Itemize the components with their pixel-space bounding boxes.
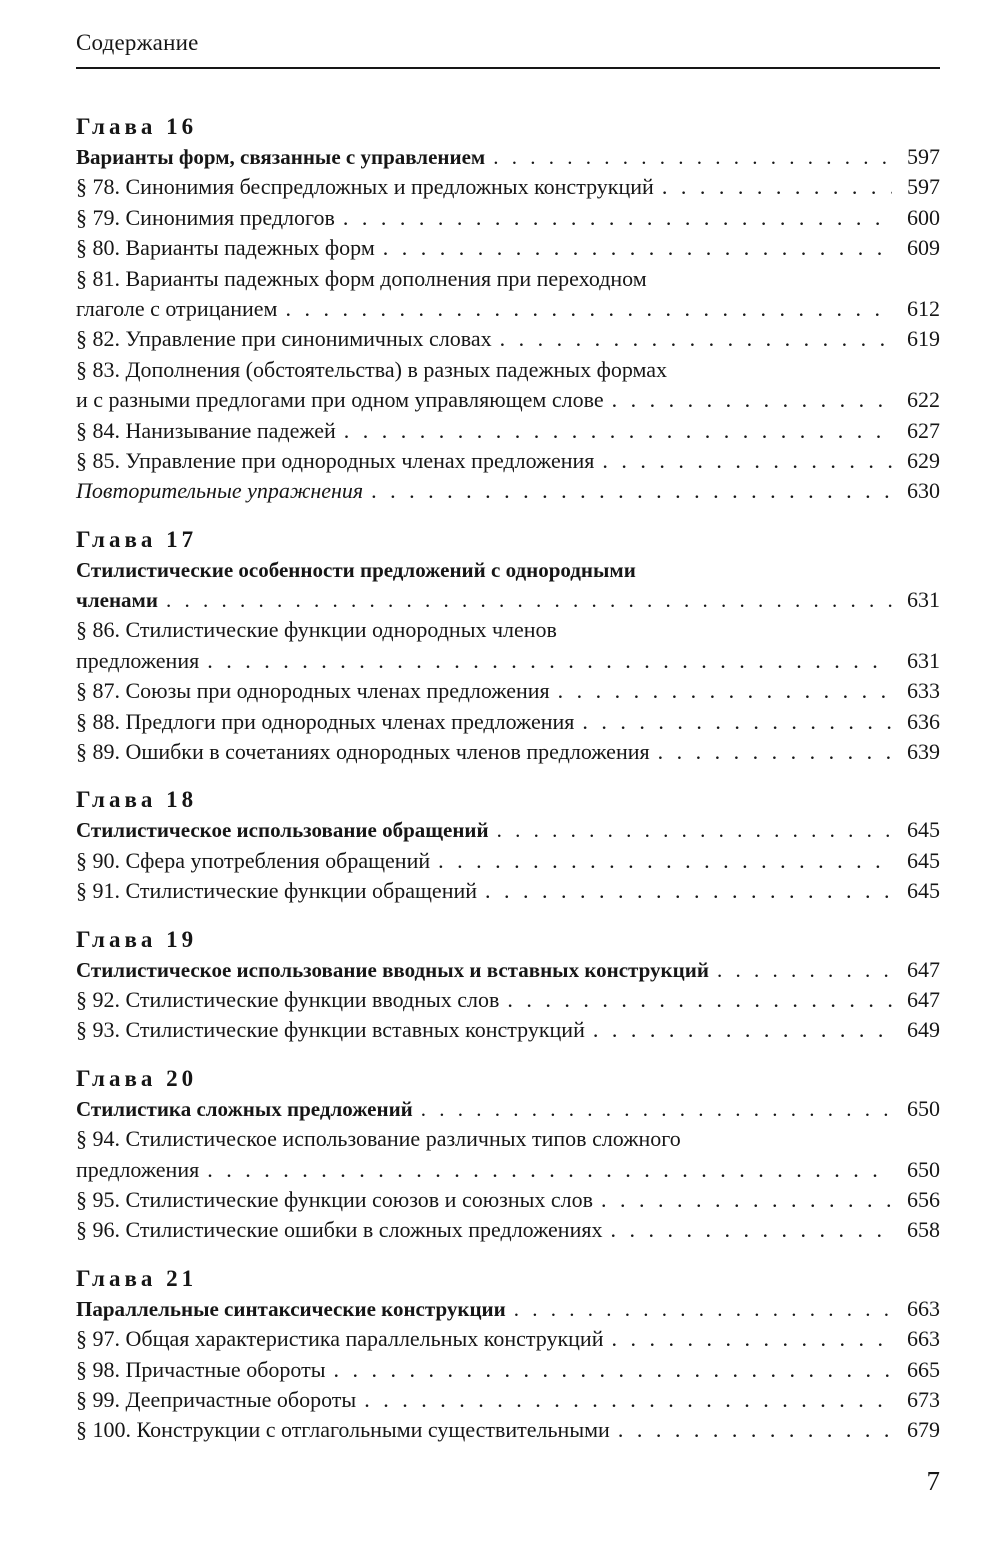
dot-leader (344, 416, 892, 446)
toc-entry (76, 1415, 940, 1445)
dot-leader (497, 815, 892, 845)
book-page (76, 0, 940, 1560)
toc-entry-text: § 93. Стилистические функции вставных конструкций (76, 1017, 585, 1043)
toc-entry (76, 1324, 940, 1354)
toc-entry-text: предложения (76, 1156, 200, 1182)
toc-entry (76, 324, 940, 354)
toc-entry (76, 615, 940, 645)
toc-page-number: 631 (907, 587, 940, 613)
toc-page-number: 647 (907, 986, 940, 1012)
dot-leader (514, 1294, 892, 1324)
toc-entry-text: § 90. Сфера употребления обращений (76, 847, 431, 873)
toc-entry (76, 876, 940, 906)
toc-page-number: 673 (907, 1386, 940, 1412)
chapter-label: Глава 21 (76, 1265, 198, 1291)
chapter-label: Глава 20 (76, 1065, 198, 1091)
toc-page-number: 650 (907, 1095, 940, 1121)
toc-entry (76, 385, 940, 415)
toc-entry-text: § 100. Конструкции с отглагольными существительными (76, 1417, 610, 1443)
toc-page-number: 663 (907, 1295, 940, 1321)
dot-leader (618, 1415, 892, 1445)
toc-entry (76, 264, 940, 294)
toc-entry (76, 172, 940, 202)
toc-entry-text: Параллельные синтаксические конструкции (76, 1296, 506, 1321)
chapter-title (76, 142, 940, 172)
chapter-title (76, 1294, 940, 1324)
toc-entry (76, 1185, 940, 1215)
header-rule (76, 67, 940, 69)
chapter-block (76, 925, 940, 1046)
dot-leader (166, 585, 892, 615)
toc-entry-text: § 78. Синонимия беспредложных и предложных конструкций (76, 174, 654, 200)
toc-entry (76, 203, 940, 233)
dot-leader (662, 172, 892, 202)
toc-page-number: 629 (907, 447, 940, 473)
toc-entry-text: и с разными предлогами при одном управляющем слове (76, 387, 604, 413)
running-head: Содержание (76, 30, 199, 55)
toc-entry (76, 1015, 940, 1045)
dot-leader (207, 1155, 892, 1185)
toc-page-number: 663 (907, 1326, 940, 1352)
dot-leader (500, 324, 892, 354)
toc-page-number: 631 (907, 647, 940, 673)
dot-leader (611, 1324, 892, 1354)
dot-leader (717, 955, 892, 985)
toc-entry-text: § 97. Общая характеристика параллельных конструкций (76, 1326, 604, 1352)
toc-page-number: 612 (907, 295, 940, 321)
dot-leader (558, 676, 892, 706)
toc-entry-text: Стилистика сложных предложений (76, 1096, 413, 1121)
toc-entry (76, 1215, 940, 1245)
toc-entry (76, 416, 940, 446)
toc-entry (76, 294, 940, 324)
toc-entry (76, 846, 940, 876)
toc-entry-text: § 95. Стилистические функции союзов и союзных слов (76, 1186, 594, 1212)
chapter-title (76, 585, 940, 615)
toc-entry-text: Варианты форм, связанные с управлением (76, 145, 486, 169)
toc-entry-text: § 99. Деепричастные обороты (76, 1386, 357, 1412)
toc-page-number: 630 (907, 478, 940, 504)
toc-entry-text: § 92. Стилистические функции вводных слов (76, 986, 500, 1012)
toc-entry (76, 446, 940, 476)
chapter-title (76, 955, 940, 985)
toc-page-number: 636 (907, 708, 940, 734)
toc-page-number: 609 (907, 235, 940, 261)
dot-leader (612, 385, 892, 415)
dot-leader (485, 876, 892, 906)
chapter-block (76, 785, 940, 906)
toc-page-number: 619 (907, 326, 940, 352)
dot-leader (493, 142, 892, 172)
toc-page-number: 665 (907, 1356, 940, 1382)
toc-entry (76, 985, 940, 1015)
toc-entry-text: § 91. Стилистические функции обращений (76, 878, 478, 904)
toc-entry (76, 1155, 940, 1185)
toc-page-number: 645 (907, 847, 940, 873)
toc-page-number: 679 (907, 1417, 940, 1443)
toc-page-number: 645 (907, 878, 940, 904)
dot-leader (507, 985, 892, 1015)
toc-entry-text: Стилистическое использование вводных и вставных конструкций (76, 957, 709, 982)
toc-entry (76, 355, 940, 385)
chapter-label: Глава 16 (76, 114, 198, 139)
dot-leader (207, 646, 892, 676)
dot-leader (383, 233, 892, 263)
chapter-block (76, 112, 940, 507)
toc-page-number: 645 (907, 817, 940, 843)
toc-page-number: 627 (907, 417, 940, 443)
chapter-title (76, 555, 940, 585)
toc-entry (76, 476, 940, 506)
toc-entry-text: Повторительные упражнения (76, 478, 364, 504)
toc-entry (76, 1385, 940, 1415)
toc-entry-text: § 80. Варианты падежных форм (76, 235, 375, 261)
toc-entry-text: членами (76, 588, 158, 613)
toc-entry-text: § 84. Нанизывание падежей (76, 417, 336, 443)
chapter-label: Глава 17 (76, 526, 198, 552)
chapter-block (76, 1064, 940, 1246)
toc-page-number: 647 (907, 956, 940, 982)
toc-entry-text: предложения (76, 647, 200, 673)
dot-leader (602, 446, 892, 476)
toc-entry-text: § 94. Стилистическое использование различных типов сложного (76, 1126, 681, 1152)
toc-page-number: 639 (907, 739, 940, 765)
dot-leader (371, 476, 892, 506)
toc-entry-text: § 82. Управление при синонимичных словах (76, 326, 492, 352)
toc-entry-text: § 85. Управление при однородных членах предложения (76, 447, 595, 473)
toc-page-number: 649 (907, 1017, 940, 1043)
toc-entry-text: § 89. Ошибки в сочетаниях однородных членов предложения (76, 739, 650, 765)
dot-leader (593, 1015, 892, 1045)
toc-entry-text: глаголе с отрицанием (76, 295, 278, 321)
toc-entry-text: § 98. Причастные обороты (76, 1356, 326, 1382)
toc-entry-text: § 81. Варианты падежных форм дополнения при переходном (76, 265, 647, 291)
chapter-block (76, 1264, 940, 1446)
toc-entry-text: § 96. Стилистические ошибки в сложных предложениях (76, 1217, 603, 1243)
toc-page-number: 633 (907, 678, 940, 704)
dot-leader (421, 1094, 892, 1124)
dot-leader (285, 294, 892, 324)
dot-leader (610, 1215, 892, 1245)
toc-entry-text: § 88. Предлоги при однородных членах предложения (76, 708, 575, 734)
toc-page-number: 597 (907, 174, 940, 200)
table-of-contents (76, 112, 940, 1464)
dot-leader (658, 737, 892, 767)
chapter-block (76, 525, 940, 768)
toc-page-number: 656 (907, 1186, 940, 1212)
toc-page-number: 658 (907, 1217, 940, 1243)
dot-leader (334, 1355, 893, 1385)
dot-leader (582, 707, 892, 737)
toc-entry (76, 737, 940, 767)
dot-leader (438, 846, 892, 876)
chapter-label: Глава 18 (76, 787, 198, 813)
toc-entry-text: Стилистические особенности предложений с однородными (76, 557, 636, 582)
toc-entry (76, 1124, 940, 1154)
toc-page-number: 597 (907, 144, 940, 169)
dot-leader (343, 203, 892, 233)
dot-leader (364, 1385, 892, 1415)
chapter-label: Глава 19 (76, 926, 198, 952)
toc-entry (76, 646, 940, 676)
toc-entry-text: § 86. Стилистические функции однородных членов (76, 617, 557, 643)
dot-leader (601, 1185, 892, 1215)
toc-entry-text: § 79. Синонимия предлогов (76, 204, 335, 230)
toc-entry-text: § 83. Дополнения (обстоятельства) в разных падежных формах (76, 356, 668, 382)
toc-page-number: 650 (907, 1156, 940, 1182)
toc-entry-text: Стилистическое использование обращений (76, 818, 489, 843)
toc-entry-text: § 87. Союзы при однородных членах предложения (76, 678, 550, 704)
toc-entry (76, 233, 940, 263)
toc-entry (76, 707, 940, 737)
chapter-title (76, 1094, 940, 1124)
toc-entry (76, 1355, 940, 1385)
chapter-title (76, 815, 940, 845)
page-number: 7 (926, 1466, 940, 1496)
toc-entry (76, 676, 940, 706)
toc-page-number: 600 (907, 204, 940, 230)
toc-page-number: 622 (907, 387, 940, 413)
